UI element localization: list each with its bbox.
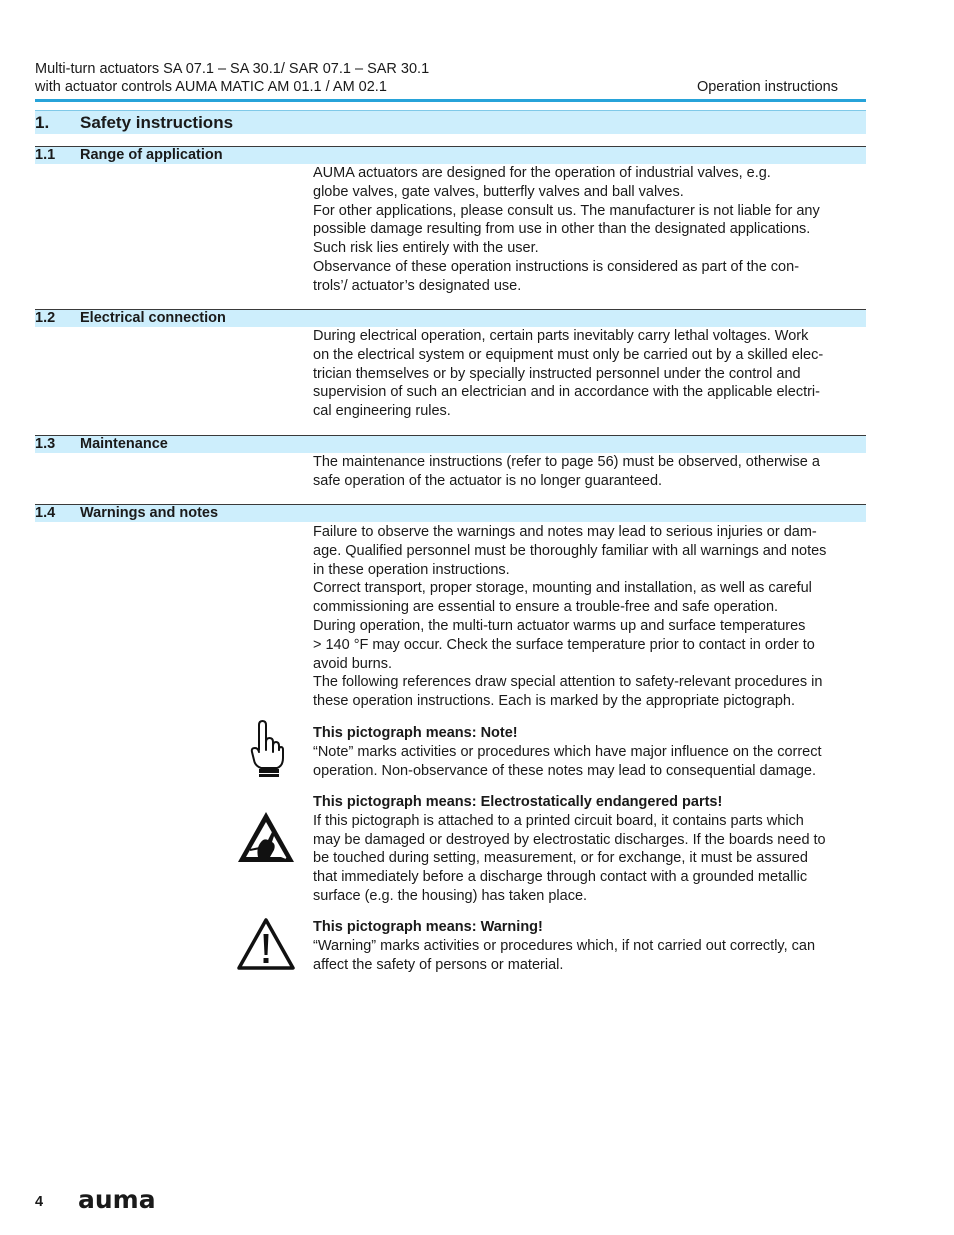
text-line: AUMA actuators are designed for the operation of industrial valves, e.g. bbox=[313, 165, 771, 181]
section-number: 1.3 bbox=[35, 436, 56, 452]
section-body bbox=[313, 164, 866, 296]
esd-warning-icon bbox=[236, 810, 296, 869]
text-line: be touched during setting, measurement, or for exchange, it must be assured bbox=[313, 850, 808, 867]
header-line-1: Multi-turn actuators SA 07.1 – SA 30.1/ SAR 07.1 – SAR 30.1 bbox=[35, 61, 430, 77]
section-body bbox=[313, 523, 866, 711]
text-line: Such risk lies entirely with the user. bbox=[313, 240, 539, 257]
text-line: trician themselves or by specially instructed personnel under the control and bbox=[313, 365, 801, 382]
header-rule bbox=[35, 99, 866, 102]
text-line: “Note” marks activities or procedures which have major influence on the correct bbox=[313, 743, 822, 760]
section-number: 1.1 bbox=[35, 147, 56, 163]
text-line: safe operation of the actuator is no longer guaranteed. bbox=[313, 472, 663, 489]
text-line: Failure to observe the warnings and notes may lead to serious injuries or dam- bbox=[313, 524, 817, 540]
text-line: avoid burns. bbox=[313, 655, 392, 672]
pictograph-esd bbox=[313, 793, 866, 906]
chapter-heading bbox=[35, 110, 866, 134]
header-doc-type: Operation instructions bbox=[696, 79, 838, 95]
section-title: Maintenance bbox=[80, 436, 168, 452]
pointing-hand-icon bbox=[248, 720, 284, 783]
section-title: Warnings and notes bbox=[80, 505, 219, 521]
text-line: The following references draw special attention to safety-relevant procedures in bbox=[313, 674, 823, 691]
section-title: Range of application bbox=[80, 147, 223, 163]
warning-triangle-icon bbox=[236, 917, 296, 976]
text-line: Correct transport, proper storage, mounting and installation, as well as careful bbox=[313, 580, 812, 597]
section-heading bbox=[35, 435, 866, 453]
text-line: age. Qualified personnel must be thoroughly familiar with all warnings and notes bbox=[313, 542, 827, 559]
text-line: globe valves, gate valves, butterfly valves and ball valves. bbox=[313, 183, 684, 200]
text-line: trols’/ actuator’s designated use. bbox=[313, 277, 522, 294]
pictograph-title: This pictograph means: Note! bbox=[313, 725, 518, 741]
text-line: “Warning” marks activities or procedures which, if not carried out correctly, can bbox=[313, 937, 816, 954]
section-heading bbox=[35, 309, 866, 327]
text-line: possible damage resulting from use in other than the designated applications. bbox=[313, 221, 811, 238]
text-line: Observance of these operation instructions is considered as part of the con- bbox=[313, 258, 800, 275]
text-line: The maintenance instructions (refer to page 56) must be observed, otherwise a bbox=[313, 454, 820, 470]
pictograph-warning bbox=[313, 918, 866, 974]
text-line: these operation instructions. Each is marked by the appropriate pictograph. bbox=[313, 693, 795, 710]
section-heading bbox=[35, 146, 866, 164]
section-number: 1.4 bbox=[35, 505, 56, 521]
text-line: During electrical operation, certain parts inevitably carry lethal voltages. Work bbox=[313, 328, 809, 344]
chapter-title: Safety instructions bbox=[80, 113, 234, 132]
text-line: affect the safety of persons or material. bbox=[313, 956, 564, 973]
text-line: commissioning are essential to ensure a trouble-free and safe operation. bbox=[313, 599, 779, 616]
text-line: may be damaged or destroyed by electrostatic discharges. If the boards need to bbox=[313, 831, 826, 848]
text-line: cal engineering rules. bbox=[313, 403, 451, 420]
pictograph-title: This pictograph means: Electrostatically endangered parts! bbox=[313, 794, 723, 810]
section-body bbox=[313, 453, 866, 491]
text-line: If this pictograph is attached to a printed circuit board, it contains parts which bbox=[313, 812, 804, 829]
text-line: on the electrical system or equipment must only be carried out by a skilled elec- bbox=[313, 346, 824, 363]
text-line: surface (e.g. the housing) has taken place. bbox=[313, 887, 588, 904]
chapter-number: 1. bbox=[35, 113, 50, 132]
pictograph-note bbox=[313, 724, 866, 780]
page-header bbox=[35, 60, 866, 96]
text-line: in these operation instructions. bbox=[313, 561, 510, 578]
text-line: operation. Non-observance of these notes may lead to consequential damage. bbox=[313, 762, 816, 779]
text-line: > 140 °F may occur. Check the surface temperature prior to contact in order to bbox=[313, 636, 815, 653]
text-line: During operation, the multi-turn actuator warms up and surface temperatures bbox=[313, 617, 806, 634]
text-line: For other applications, please consult us. The manufacturer is not liable for any bbox=[313, 202, 820, 219]
section-number: 1.2 bbox=[35, 310, 56, 326]
section-title: Electrical connection bbox=[80, 310, 226, 326]
text-line: that immediately before a discharge through contact with a grounded metallic bbox=[313, 869, 808, 886]
text-line: supervision of such an electrician and in accordance with the applicable electri- bbox=[313, 384, 820, 401]
auma-logo: auma bbox=[78, 1185, 156, 1214]
page-number: 4 bbox=[35, 1194, 44, 1210]
header-line-2: with actuator controls AUMA MATIC AM 01.1 / AM 02.1 bbox=[35, 79, 387, 95]
section-body bbox=[313, 327, 866, 421]
pictograph-title: This pictograph means: Warning! bbox=[313, 919, 543, 935]
section-heading bbox=[35, 504, 866, 522]
